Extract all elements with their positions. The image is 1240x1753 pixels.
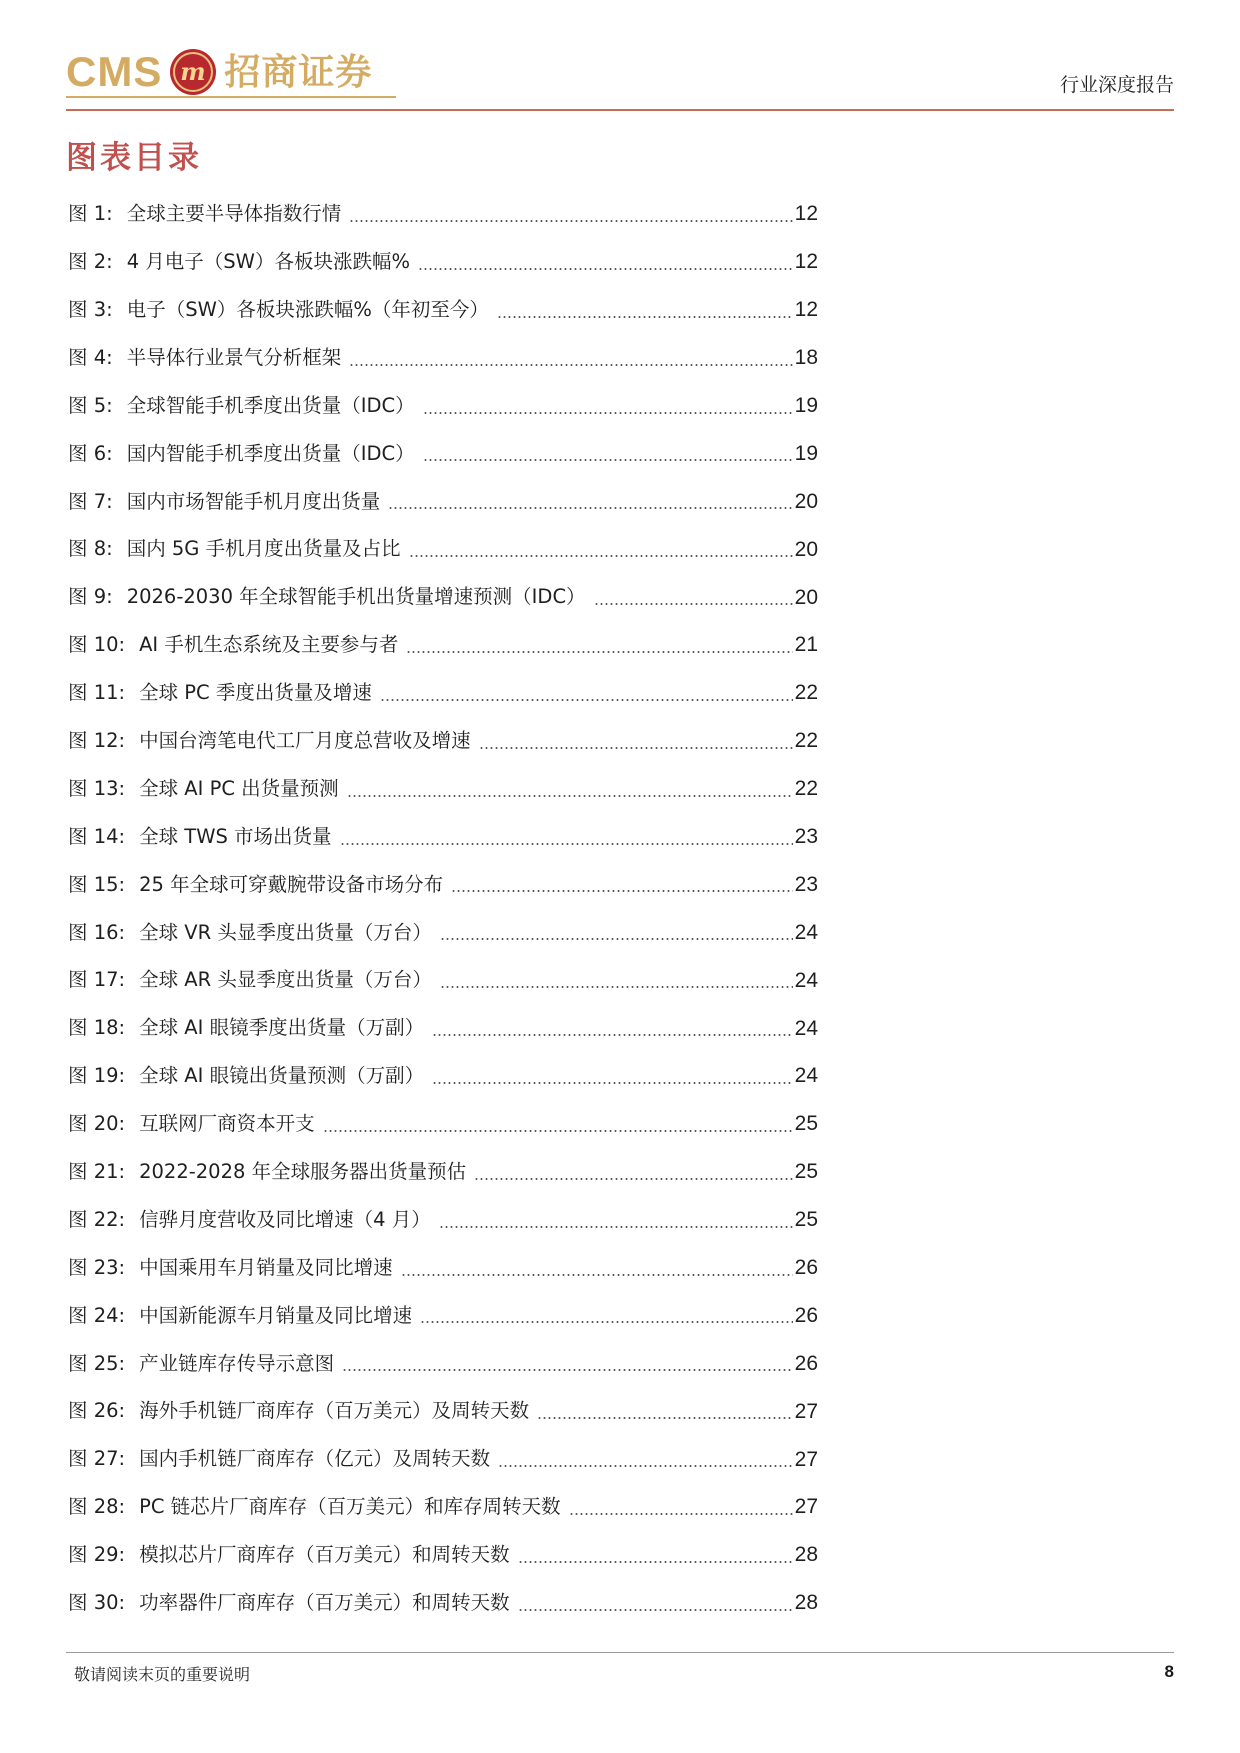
toc-entry[interactable] [66,1052,818,1100]
toc-page-number: 25 [794,1112,818,1136]
figure-title: 全球 AR 头显季度出货量（万台） [139,968,432,992]
figure-title: 信骅月度营收及同比增速（4 月） [139,1207,431,1231]
toc-page-number: 24 [794,1016,818,1040]
toc-entry-label [66,1545,518,1565]
dot-leader [401,1274,793,1276]
figure-number: 图 5: [68,393,113,417]
toc-page-number: 22 [794,729,818,753]
toc-page-number: 25 [794,1208,818,1232]
toc-entry[interactable] [66,1196,818,1244]
figure-number: 图 29: [68,1543,126,1567]
toc-page-number: 23 [794,872,818,896]
toc-entry-label [66,1255,401,1279]
toc-page-number: 27 [794,1447,818,1471]
figure-number: 图 4: [68,345,113,369]
figure-title: 电子（SW）各板块涨跌幅%（年初至今） [126,297,489,321]
figure-number: 图 1: [68,202,113,226]
figure-title: 2022-2028 年全球服务器出货量预估 [139,1160,467,1183]
dot-leader [409,555,793,557]
dot-leader [518,1609,793,1611]
figure-title: 全球 PC 季度出货量及增速 [139,681,372,705]
toc-entry-label [66,587,594,607]
dot-leader [594,603,793,605]
toc-page-number: 12 [794,202,818,226]
toc-entry-label [66,252,418,272]
figure-number: 图 9: [68,585,113,609]
toc-entry-label [66,1207,439,1231]
toc-page-number: 20 [794,585,818,609]
dot-leader [474,1178,793,1180]
toc-entry-label [66,920,440,944]
dot-leader [497,316,793,318]
page-header [66,40,1174,112]
toc-entry[interactable] [66,669,818,717]
toc-entry[interactable] [66,1004,818,1052]
toc-entry-label [66,1066,432,1086]
dot-leader [518,1561,793,1563]
toc-entry-label [66,1401,537,1421]
toc-entry-label [66,297,497,321]
toc-entry-label [66,728,479,752]
logo-chinese-name: 招商证券 [224,51,373,93]
toc-entry[interactable] [66,238,818,286]
toc-entry[interactable] [66,860,818,908]
figure-title: 功率器件厂商库存（百万美元）和周转天数 [139,1591,510,1615]
toc-entry[interactable] [66,1579,818,1627]
toc-entry[interactable] [66,1100,818,1148]
figure-number: 图 21: [68,1160,126,1183]
figure-title: 全球智能手机季度出货量（IDC） [126,393,415,417]
toc-entry[interactable] [66,286,818,334]
toc-page-number: 25 [794,1160,818,1184]
figure-title: 中国乘用车月销量及同比增速 [139,1255,393,1279]
toc-entry[interactable] [66,1483,818,1531]
toc-entry[interactable] [66,813,818,861]
toc-entry-label [66,1449,498,1469]
toc-page-number: 27 [794,1495,818,1519]
dot-leader [439,1226,793,1228]
dot-leader [406,651,792,653]
toc-page-number: 19 [794,441,818,465]
figure-number: 图 7: [68,489,113,513]
toc-page-number: 26 [794,1303,818,1327]
toc-entry[interactable] [66,1291,818,1339]
toc-entry[interactable] [66,1387,818,1435]
dot-leader [440,938,793,940]
figure-title: 模拟芯片厂商库存（百万美元）和周转天数 [139,1543,510,1567]
dot-leader [380,699,793,701]
figure-number: 图 18: [68,1016,126,1040]
figure-number: 图 28: [68,1495,126,1519]
toc-page-number: 24 [794,920,818,944]
header-divider [66,109,1174,111]
toc-entry-label [66,539,409,559]
logo-underline [66,96,396,98]
toc-entry[interactable] [66,382,818,430]
figure-title: 国内手机链厂商库存（亿元）及周转天数 [139,1447,491,1471]
figure-number: 图 16: [68,920,126,944]
toc-entry-label [66,824,340,848]
toc-page-number: 28 [794,1543,818,1567]
dot-leader [537,1417,793,1419]
toc-entry-label [66,204,349,224]
figure-number: 图 2: [68,250,113,274]
toc-entry[interactable] [66,621,818,669]
toc-entry[interactable] [66,717,818,765]
dot-leader [347,795,793,797]
dot-leader [342,1369,793,1371]
toc-entry-label [66,1497,569,1517]
dot-leader [423,412,793,414]
toc-page-number: 26 [794,1351,818,1375]
figure-number: 图 20: [68,1112,126,1136]
toc-page-number: 22 [794,681,818,705]
figure-title: 中国新能源车月销量及同比增速 [139,1303,413,1327]
figure-number: 图 11: [68,681,126,705]
toc-page-number: 12 [794,298,818,322]
dot-leader [451,890,793,892]
figure-title: 半导体行业景气分析框架 [126,345,342,369]
dot-leader [349,364,792,366]
figure-title: 产业链库存传导示意图 [139,1351,335,1375]
dot-leader [569,1513,793,1515]
figure-number: 图 23: [68,1255,126,1279]
dot-leader [349,220,792,222]
toc-entry[interactable] [66,956,818,1004]
dot-leader [323,1130,793,1132]
toc-entry[interactable] [66,477,818,525]
toc-entry[interactable] [66,334,818,382]
toc-entry[interactable] [66,573,818,621]
toc-entry-label [66,345,349,369]
figure-title: 全球 VR 头显季度出货量（万台） [139,920,432,944]
figure-title: 全球 AI 眼镜季度出货量（万副） [139,1016,425,1040]
footer-divider [66,1652,1174,1653]
dot-leader [423,459,793,461]
figure-title: AI 手机生态系统及主要参与者 [139,633,399,657]
logo-cms-text: CMS [66,48,163,95]
figure-number: 图 3: [68,297,113,321]
toc-page-number: 28 [794,1591,818,1615]
dot-leader [432,1082,793,1084]
toc-entry[interactable] [66,525,818,573]
figure-number: 图 24: [68,1303,126,1327]
toc-entry[interactable] [66,1339,818,1387]
figure-number: 图 27: [68,1447,126,1471]
toc-entry-label [66,1018,432,1038]
toc-entry[interactable] [66,1244,818,1292]
toc-page-number: 18 [794,346,818,370]
toc-entry-label [66,776,347,800]
toc-entry-label [66,635,406,655]
figure-number: 图 17: [68,968,126,992]
toc-entry[interactable] [66,908,818,956]
toc-entry-label [66,1162,474,1182]
figure-title: 全球 AI PC 出货量预测 [139,776,339,800]
toc-page-number: 22 [794,777,818,801]
toc-entry-label [66,1303,420,1327]
toc-page-number: 20 [794,489,818,513]
toc-entry[interactable] [66,765,818,813]
figure-number: 图 30: [68,1591,126,1615]
figure-toc-list [66,190,818,1627]
toc-entry[interactable] [66,190,818,238]
cms-emblem-icon [168,47,218,97]
toc-entry-label [66,489,388,513]
dot-leader [440,986,793,988]
figure-title: 互联网厂商资本开支 [139,1112,315,1136]
toc-entry-label [66,683,380,703]
figure-title: 2026-2030 年全球智能手机出货量增速预测（IDC） [126,585,586,609]
toc-entry[interactable] [66,1531,818,1579]
figure-number: 图 8: [68,537,113,561]
toc-entry-label [66,872,451,896]
toc-page-number: 24 [794,968,818,992]
figure-number: 图 6: [68,441,113,465]
figure-title: 国内市场智能手机月度出货量 [126,489,381,513]
toc-entry-label [66,1593,518,1613]
figure-number: 图 15: [68,872,126,896]
figure-number: 图 13: [68,776,126,800]
brand-logo [66,40,372,104]
toc-heading: 图表目录 [66,140,202,176]
report-type-label: 行业深度报告 [1059,74,1174,96]
dot-leader [340,843,793,845]
toc-page-number: 20 [794,537,818,561]
figure-title: 全球主要半导体指数行情 [126,202,342,226]
toc-page-number: 19 [794,394,818,417]
figure-title: 国内 5G 手机月度出货量及占比 [126,537,401,561]
toc-entry-label [66,1114,323,1134]
dot-leader [418,268,793,270]
figure-number: 图 10: [68,633,126,657]
toc-page-number: 23 [794,825,818,849]
figure-number: 图 25: [68,1351,126,1375]
dot-leader [479,747,793,749]
toc-page-number: 21 [794,633,818,657]
dot-leader [388,507,792,509]
figure-title: 25 年全球可穿戴腕带设备市场分布 [139,872,444,896]
figure-title: PC 链芯片厂商库存（百万美元）和库存周转天数 [139,1495,561,1519]
dot-leader [498,1465,793,1467]
toc-entry-label [66,441,423,465]
figure-title: 国内智能手机季度出货量（IDC） [126,441,415,465]
dot-leader [432,1034,793,1036]
logo-emblem-text: m [180,57,207,86]
figure-title: 海外手机链厂商库存（百万美元）及周转天数 [139,1399,530,1423]
figure-title: 中国台湾笔电代工厂月度总营收及增速 [139,728,471,752]
figure-number: 图 14: [68,824,126,848]
disclaimer-note: 敬请阅读末页的重要说明 [74,1665,251,1684]
toc-entry-label [66,393,423,417]
dot-leader [420,1321,793,1323]
figure-title: 全球 TWS 市场出货量 [139,824,332,848]
toc-page-number: 24 [794,1064,818,1088]
toc-entry-label [66,1351,342,1375]
toc-entry[interactable] [66,1148,818,1196]
figure-title: 全球 AI 眼镜出货量预测（万副） [139,1064,425,1088]
page-number: 8 [1164,1662,1174,1681]
figure-number: 图 26: [68,1399,126,1423]
figure-number: 图 19: [68,1064,126,1088]
figure-number: 图 12: [68,728,126,752]
toc-page-number: 12 [794,250,818,274]
toc-entry[interactable] [66,1435,818,1483]
toc-entry[interactable] [66,429,818,477]
toc-page-number: 26 [794,1256,818,1280]
figure-title: 4 月电子（SW）各板块涨跌幅% [126,250,410,274]
toc-page-number: 27 [794,1399,818,1423]
figure-number: 图 22: [68,1207,126,1231]
toc-entry-label [66,970,440,990]
